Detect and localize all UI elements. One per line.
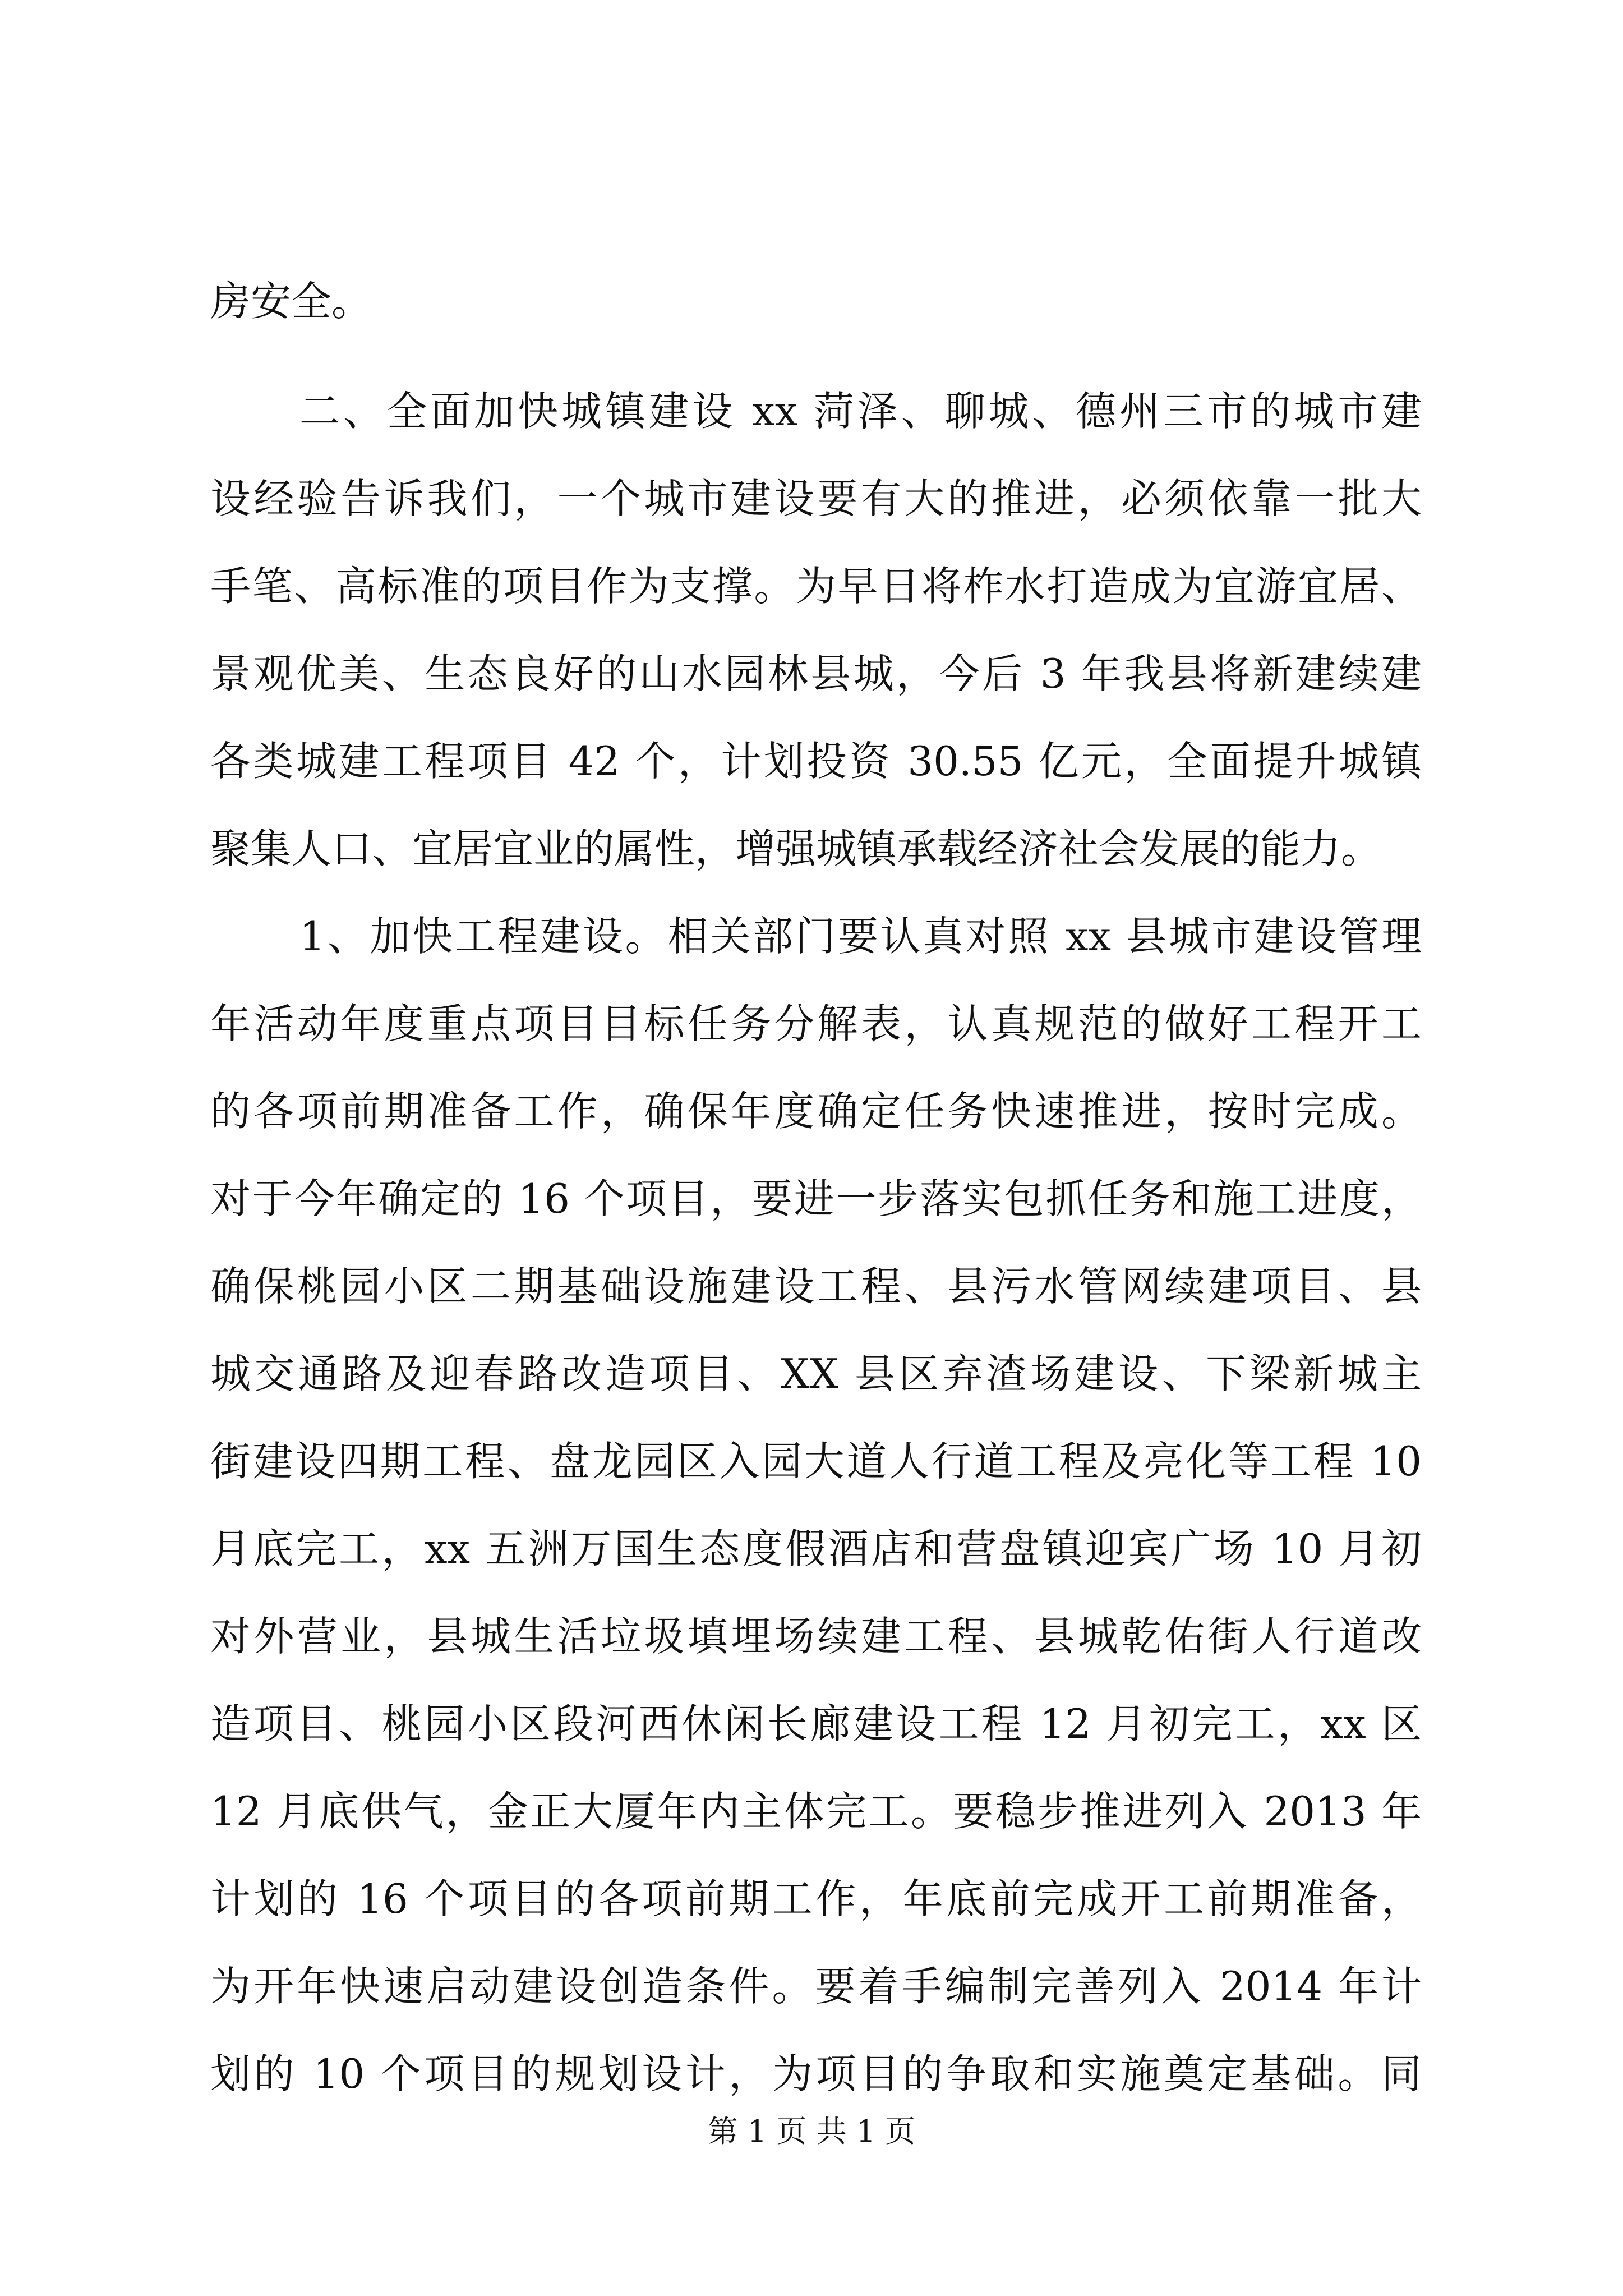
text-line: 手笔、高标准的项目作为支撑。为早日将柞水打造成为宜游宜居、 [210,563,1422,610]
text-line: 月底完工，xx 五洲万国生态度假酒店和营盘镇迎宾广场 10 月初 [210,1525,1422,1572]
text-line: 计划的 16 个项目的各项前期工作，年底前完成开工前期准备， [210,1875,1422,1922]
text-line: 景观优美、生态良好的山水园林县城，今后 3 年我县将新建续建 [210,650,1422,697]
section-heading-line: 二、全面加快城镇建设 xx 菏泽、聊城、德州三市的城市建 [299,388,1422,435]
text-line: 聚集人口、宜居宜业的属性，增强城镇承载经济社会发展的能力。 [210,825,1382,872]
text-line: 街建设四期工程、盘龙园区入园大道人行道工程及亮化等工程 10 [210,1438,1422,1485]
text-line: 各类城建工程项目 42 个，计划投资 30.55 亿元，全面提升城镇 [210,738,1422,785]
text-line: 造项目、桃园小区段河西休闲长廊建设工程 12 月初完工，xx 区 [210,1700,1422,1747]
text-line: 的各项前期准备工作，确保年度确定任务快速推进，按时完成。 [210,1088,1422,1135]
text-line: 年活动年度重点项目目标任务分解表，认真规范的做好工程开工 [210,1000,1422,1047]
text-line: 对于今年确定的 16 个项目，要进一步落实包抓任务和施工进度， [210,1175,1422,1222]
text-line: 房安全。 [210,278,372,325]
page-number-footer: 第 1 页 共 1 页 [707,2114,916,2149]
text-line: 对外营业，县城生活垃圾填埋场续建工程、县城乾佑街人行道改 [210,1613,1422,1660]
text-line: 设经验告诉我们，一个城市建设要有大的推进，必须依靠一批大 [210,475,1422,522]
text-line: 划的 10 个项目的规划设计，为项目的争取和实施奠定基础。同 [210,2050,1422,2097]
text-line: 12 月底供气，金正大厦年内主体完工。要稳步推进列入 2013 年 [210,1788,1422,1835]
subsection-heading-line: 1、加快工程建设。相关部门要认真对照 xx 县城市建设管理 [299,913,1422,960]
text-line: 城交通路及迎春路改造项目、XX 县区弃渣场建设、下梁新城主 [210,1350,1422,1397]
text-line: 为开年快速启动建设创造条件。要着手编制完善列入 2014 年计 [210,1963,1422,2010]
text-line: 确保桃园小区二期基础设施建设工程、县污水管网续建项目、县 [210,1263,1422,1310]
